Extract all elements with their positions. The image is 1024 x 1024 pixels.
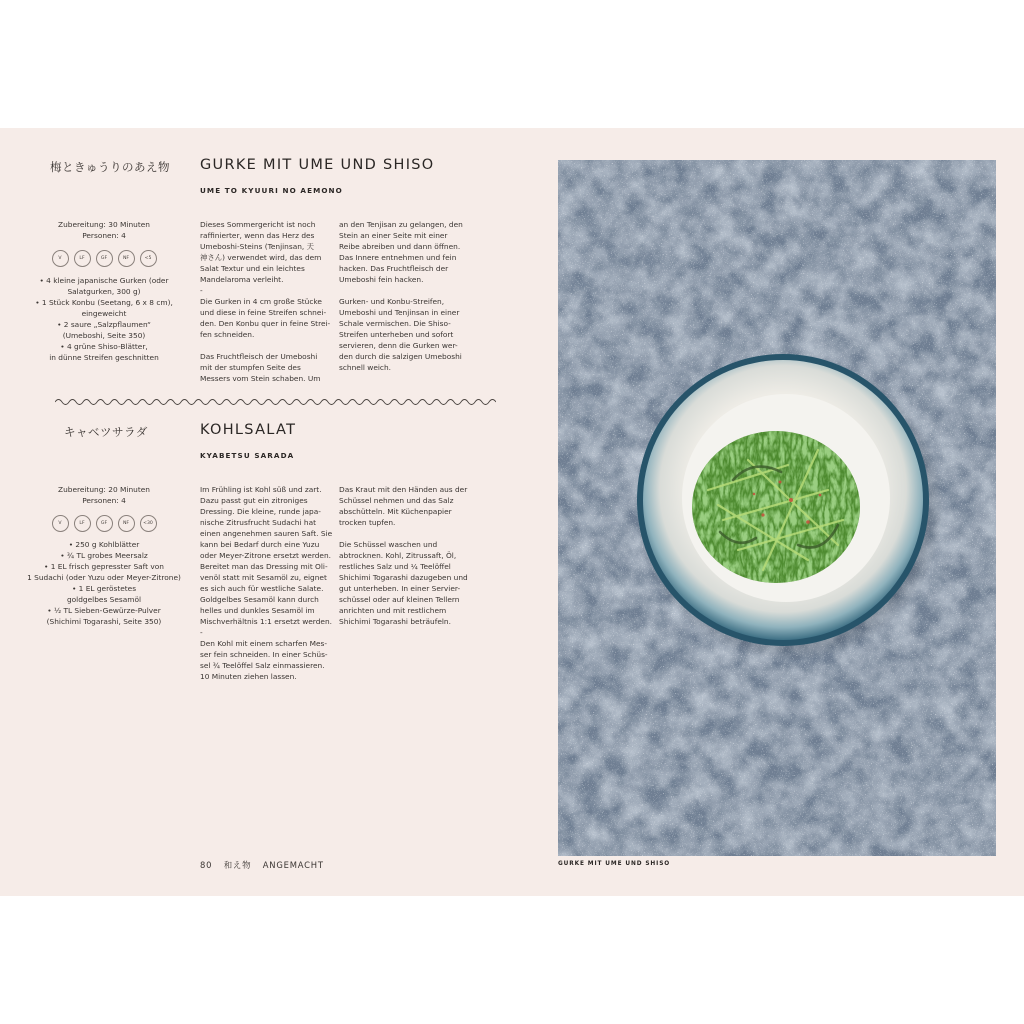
text-line: Streifen unterheben und sofort xyxy=(339,330,454,339)
badge-nut-free: NF xyxy=(118,515,135,532)
text-line: Goldgelbes Sesamöl kann durch xyxy=(200,595,319,604)
text-line: Umeboshi und Tenjinsan in einer xyxy=(339,308,460,317)
ingredient-line: goldgelbes Sesamöl xyxy=(66,595,142,604)
text-line: ser fein schneiden. In einer Schüs- xyxy=(200,650,328,659)
paragraph-gap xyxy=(339,285,467,296)
ingredient-line: • 1 EL frisch gepresster Saft von xyxy=(44,562,164,571)
text-line: - xyxy=(200,286,203,295)
badge-gluten-free: GF xyxy=(96,250,113,267)
text-line: 神さん) verwendet wird, das dem xyxy=(200,253,322,262)
text-line: Die Schüssel waschen und xyxy=(339,540,438,549)
recipe2-jp-title: キャベツサラダ xyxy=(64,425,148,439)
text-line: Das Kraut mit den Händen aus der xyxy=(339,485,468,494)
text-line: Shichimi Togarashi beträufeln. xyxy=(339,617,451,626)
recipe1-title: GURKE MIT UME UND SHISO xyxy=(200,157,435,173)
page-footer xyxy=(200,859,324,871)
text-line: Schüssel nehmen und das Salz xyxy=(339,496,454,505)
text-line: trocken tupfen. xyxy=(339,518,396,527)
text-line: Gurken- und Konbu-Streifen, xyxy=(339,297,445,306)
text-line: servieren, denn die Gurken wer- xyxy=(339,341,458,350)
ingredient-line: 1 Sudachi (oder Yuzu oder Meyer-Zitrone) xyxy=(27,573,181,582)
text-line: Messers vom Stein schaben. Um xyxy=(200,374,321,383)
text-line: raffinierter, wenn das Herz des xyxy=(200,231,315,240)
badge-nut-free: NF xyxy=(118,250,135,267)
text-line: abtrocknen. Kohl, Zitrussaft, Öl, xyxy=(339,551,457,560)
text-line: hacken. Das Fruchtfleisch der xyxy=(339,264,449,273)
text-line: Stein an einer Seite mit einer xyxy=(339,231,448,240)
text-line: venöl statt mit Sesamöl zu, eignet xyxy=(200,573,327,582)
dish-photo-image xyxy=(558,160,996,856)
recipe1-ingredients xyxy=(24,275,184,363)
ingredient-line: • 4 grüne Shiso-Blätter, xyxy=(60,342,148,351)
ingredient-line: Salatgurken, 300 g) xyxy=(67,287,141,296)
ingredient-line: • ¾ TL grobes Meersalz xyxy=(60,551,148,560)
text-line: helles und dunkles Sesamöl im xyxy=(200,606,315,615)
recipe2-meta xyxy=(29,484,179,532)
text-line: an den Tenjisan zu gelangen, den xyxy=(339,220,463,229)
recipe2-subtitle: KYABETSU SARADA xyxy=(200,451,295,460)
text-line: schnell weich. xyxy=(339,363,392,372)
text-line: nische Zitrusfrucht Sudachi hat xyxy=(200,518,316,527)
text-line: fen schneiden. xyxy=(200,330,255,339)
text-line: Dazu passt gut ein zitroniges xyxy=(200,496,308,505)
ingredient-line: (Umeboshi, Seite 350) xyxy=(62,331,146,340)
ingredient-line: eingeweicht xyxy=(81,309,127,318)
ingredient-line: • 1 EL geröstetes xyxy=(71,584,137,593)
text-line: Das Fruchtfleisch der Umeboshi xyxy=(200,352,318,361)
text-line: - xyxy=(200,628,203,637)
badge-vegan: V xyxy=(52,250,69,267)
text-line: Salat Textur und ein leichtes xyxy=(200,264,305,273)
recipe1-subtitle: UME TO KYUURI NO AEMONO xyxy=(200,186,343,195)
recipe2-method-column-2 xyxy=(339,484,467,627)
text-line: Die Gurken in 4 cm große Stücke xyxy=(200,297,322,306)
photo-caption: GURKE MIT UME UND SHISO xyxy=(558,861,671,867)
text-line: sel ¾ Teelöffel Salz einmassieren. xyxy=(200,661,325,670)
text-line: es sich auch für westliche Salate. xyxy=(200,584,324,593)
text-line: den durch die salzigen Umeboshi xyxy=(339,352,462,361)
recipe2-servings: Personen: 4 xyxy=(82,496,126,505)
badge-lactose-free: LF xyxy=(74,515,91,532)
text-line: Im Frühling ist Kohl süß und zart. xyxy=(200,485,322,494)
recipe1-method-column-1 xyxy=(200,219,331,384)
text-line: Mischverhältnis 1:1 ersetzt werden. xyxy=(200,617,332,626)
text-line: den. Den Konbu quer in feine Strei- xyxy=(200,319,331,328)
ingredient-line: • ½ TL Sieben-Gewürze-Pulver xyxy=(47,606,161,615)
text-line: Umeboshi-Steins (Tenjinsan, 天 xyxy=(200,242,315,251)
chapter-name: ANGEMACHT xyxy=(262,860,324,870)
text-line: und diese in feine Streifen schnei- xyxy=(200,308,327,317)
badge-vegan: V xyxy=(52,515,69,532)
recipe2-diet-badges xyxy=(29,515,179,532)
text-line: Den Kohl mit einem scharfen Mes- xyxy=(200,639,328,648)
badge-ingredient-count: <5 xyxy=(140,250,157,267)
recipe1-method-column-2 xyxy=(339,219,467,373)
text-line: Shichimi Togarashi dazugeben und xyxy=(339,573,468,582)
dish-photo xyxy=(558,160,996,856)
badge-time-limit: <30 xyxy=(140,515,157,532)
badge-gluten-free: GF xyxy=(96,515,113,532)
text-line: Mandelaroma verleiht. xyxy=(200,275,284,284)
text-line: abschütteln. Mit Küchenpapier xyxy=(339,507,452,516)
wavy-divider xyxy=(55,397,496,407)
recipe1-jp-title: 梅ときゅうりのあえ物 xyxy=(50,160,170,174)
ingredient-line: • 1 Stück Konbu (Seetang, 6 x 8 cm), xyxy=(35,298,173,307)
paragraph-gap xyxy=(339,528,467,539)
badge-lactose-free: LF xyxy=(74,250,91,267)
text-line: Dressing. Die kleine, runde japa- xyxy=(200,507,321,516)
text-line: Reibe abreiben und dann öffnen. xyxy=(339,242,461,251)
text-line: Das Innere entnehmen und fein xyxy=(339,253,457,262)
chapter-jp: 和え物 xyxy=(223,860,252,870)
text-line: oder Meyer-Zitrone ersetzt werden. xyxy=(200,551,331,560)
recipe2-prep-time: Zubereitung: 20 Minuten xyxy=(58,485,150,494)
text-line: Umeboshi fein hacken. xyxy=(339,275,424,284)
text-line: Bereitet man das Dressing mit Oli- xyxy=(200,562,328,571)
ingredient-line: in dünne Streifen geschnitten xyxy=(49,353,159,362)
ingredient-line: (Shichimi Togarashi, Seite 350) xyxy=(46,617,162,626)
recipe1-meta xyxy=(29,219,179,267)
page-number: 80 xyxy=(200,860,213,870)
recipe2-method-column-1 xyxy=(200,484,333,682)
text-line: restliches Salz und ¼ Teelöffel xyxy=(339,562,451,571)
ingredient-line: • 250 g Kohlblätter xyxy=(68,540,140,549)
text-line: einen angenehmen sauren Saft. Sie xyxy=(200,529,333,538)
text-line: mit der stumpfen Seite des xyxy=(200,363,301,372)
recipe2-title: KOHLSALAT xyxy=(200,422,297,438)
paragraph-gap xyxy=(200,340,328,351)
ingredient-line: • 2 saure „Salzpflaumen“ xyxy=(57,320,151,329)
recipe2-ingredients xyxy=(24,539,184,627)
text-line: Schale vermischen. Die Shiso- xyxy=(339,319,451,328)
recipe1-servings: Personen: 4 xyxy=(82,231,126,240)
text-line: schüssel oder auf kleinen Tellern xyxy=(339,595,460,604)
text-line: kann bei Bedarf durch eine Yuzu xyxy=(200,540,320,549)
text-line: Dieses Sommergericht ist noch xyxy=(200,220,316,229)
recipe1-diet-badges xyxy=(29,250,179,267)
text-line: gut unterheben. In einer Servier- xyxy=(339,584,461,593)
recipe1-prep-time: Zubereitung: 30 Minuten xyxy=(58,220,150,229)
text-line: 10 Minuten ziehen lassen. xyxy=(200,672,297,681)
ingredient-line: • 4 kleine japanische Gurken (oder xyxy=(39,276,169,285)
text-line: anrichten und mit restlichem xyxy=(339,606,447,615)
